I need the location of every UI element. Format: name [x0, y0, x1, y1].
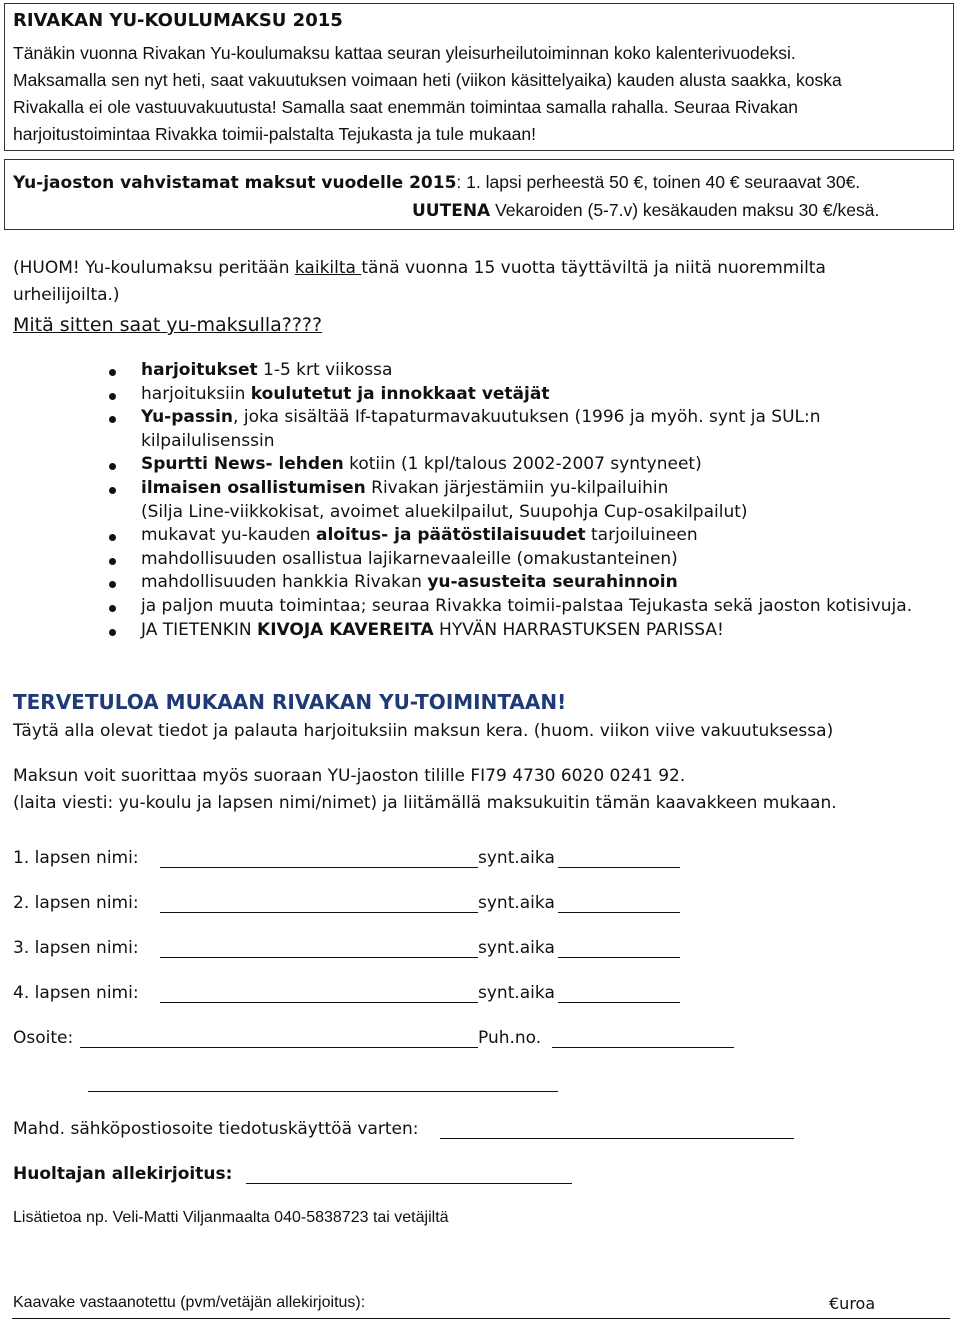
welcome-heading: TERVETULOA MUKAAN RIVAKAN YU-TOIMINTAAN!: [13, 690, 567, 714]
child-4-name-field[interactable]: [160, 1002, 478, 1003]
address-label: Osoite:: [13, 1028, 74, 1048]
child-2-dob-label: synt.aika: [478, 893, 555, 913]
phone-field[interactable]: [552, 1047, 734, 1048]
page-title: RIVAKAN YU-KOULUMAKSU 2015: [13, 10, 343, 31]
child-2-label: 2. lapsen nimi:: [13, 893, 139, 913]
address-field[interactable]: [80, 1047, 478, 1048]
child-1-dob-field[interactable]: [558, 867, 680, 868]
received-label: Kaavake vastaanotettu (pvm/vetäjän allekirjoitus):: [13, 1294, 366, 1311]
fees-text: : 1. lapsi perheestä 50 €, toinen 40 € seuraavat 30€.: [456, 172, 861, 192]
benefit-item-continuation: (Silja Line-viikkokisat, avoimet aluekilpailut, Suupohja Cup-osakilpailut): [141, 501, 748, 522]
benefit-item: [141, 478, 668, 498]
child-2-dob-field[interactable]: [558, 912, 680, 913]
fees-new-line: [412, 200, 879, 221]
child-3-name-field[interactable]: [160, 957, 478, 958]
benefit-text: Yu-passin: [141, 407, 234, 428]
note-line-2: urheilijoilta.): [13, 285, 120, 305]
benefit-text: kotiin (1 kpl/talous 2002-2007 syntyneet): [343, 454, 702, 475]
benefit-text: yu-asusteita seurahinnoin: [427, 572, 678, 593]
benefit-text: mahdollisuuden hankkia Rivakan: [141, 572, 428, 593]
signature-label: Huoltajan allekirjoitus:: [13, 1164, 233, 1184]
benefit-text: Spurtti News- lehden: [141, 454, 344, 475]
benefit-item: [141, 596, 912, 616]
fees-new-text: Vekaroiden (5-7.v) kesäkauden maksu 30 €/kesä.: [490, 200, 880, 220]
address-field-line-2[interactable]: [88, 1091, 558, 1092]
benefit-text: mahdollisuuden osallistua lajikarnevaaleille (omakustanteinen): [141, 548, 678, 569]
benefit-text: aloitus- ja päätöstilaisuudet: [315, 525, 586, 546]
benefit-item: [141, 525, 698, 545]
benefit-text: ilmaisen osallistumisen: [141, 478, 366, 498]
child-2-name-field[interactable]: [160, 912, 478, 913]
intro-line-4: harjoitustoimintaa Rivakka toimii-palstalta Tejukasta ja tule mukaan!: [13, 124, 536, 144]
bullet-icon: [109, 369, 116, 376]
payment-line-2: (laita viesti: yu-koulu ja lapsen nimi/nimet) ja liitämällä maksukuitin tämän kaavakkeen mukaan.: [13, 793, 837, 813]
contact-info: Lisätietoa np. Veli-Matti Viljanmaalta 040-5838723 tai vetäjiltä: [13, 1209, 449, 1226]
benefit-text: HYVÄN HARRASTUKSEN PARISSA!: [433, 619, 724, 640]
benefit-item: [141, 407, 821, 427]
bullet-icon: [109, 605, 116, 612]
instructions: Täytä alla olevat tiedot ja palauta harjoituksiin maksun kera. (huom. viikon viive vakuutuksessa): [13, 721, 834, 741]
benefit-text: koulutetut ja innokkaat vetäjät: [250, 383, 550, 404]
intro-line-3: Rivakalla ei ole vastuuvakuutusta! Samalla saat enemmän toimintaa samalla rahalla. Seuraa Rivakan: [13, 97, 798, 117]
benefit-item: [141, 620, 724, 640]
signature-field[interactable]: [246, 1183, 572, 1184]
fees-new-label: UUTENA: [412, 201, 491, 221]
benefit-item-continuation: kilpailulisenssin: [141, 430, 275, 451]
benefit-text: JA TIETENKIN: [141, 619, 258, 640]
bullet-icon: [109, 558, 116, 565]
child-4-dob-label: synt.aika: [478, 983, 555, 1003]
note-line-1: [13, 258, 826, 278]
benefit-text: mukavat yu-kauden: [141, 525, 316, 546]
euro-label: €uroa: [829, 1294, 876, 1313]
email-field[interactable]: [440, 1138, 794, 1139]
child-4-label: 4. lapsen nimi:: [13, 983, 139, 1003]
benefit-item: [141, 384, 549, 404]
note-text-a: (HUOM! Yu-koulumaksu peritään: [13, 258, 295, 278]
note-text-underlined: kaikilta: [294, 258, 362, 278]
child-3-dob-label: synt.aika: [478, 938, 555, 958]
benefit-text: harjoituksiin: [141, 383, 251, 404]
intro-line-1: Tänäkin vuonna Rivakan Yu-koulumaksu kattaa seuran yleisurheilutoiminnan koko kalenterivuodeksi.: [13, 43, 796, 63]
child-1-name-field[interactable]: [160, 867, 478, 868]
child-3-label: 3. lapsen nimi:: [13, 938, 139, 958]
child-3-dob-field[interactable]: [558, 957, 680, 958]
intro-line-2: Maksamalla sen nyt heti, saat vakuutuksen voimaan heti (viikon käsittelyaika) kauden alusta saakka, koska: [13, 70, 842, 90]
benefit-text: 1-5 krt viikossa: [257, 360, 393, 380]
child-4-dob-field[interactable]: [558, 1002, 680, 1003]
email-label: Mahd. sähköpostiosoite tiedotuskäyttöä varten:: [13, 1119, 419, 1139]
bullet-icon: [109, 629, 116, 636]
benefit-text: ja paljon muuta toimintaa; seuraa Rivakka toimii-palstaa Tejukasta sekä jaoston kotisivuja.: [141, 596, 913, 616]
benefit-text: Rivakan järjestämiin yu-kilpailuihin: [365, 478, 669, 498]
bullet-icon: [109, 416, 116, 423]
fees-label: Yu-jaoston vahvistamat maksut vuodelle 2015: [13, 173, 457, 193]
bullet-icon: [109, 534, 116, 541]
benefits-question: Mitä sitten saat yu-maksulla????: [13, 314, 323, 336]
bullet-icon: [109, 463, 116, 470]
bullet-icon: [109, 581, 116, 588]
child-1-dob-label: synt.aika: [478, 848, 555, 868]
received-line: [12, 1318, 950, 1319]
fees-line: [13, 172, 860, 193]
benefit-item: [141, 549, 678, 569]
benefit-item: [141, 572, 678, 592]
bullet-icon: [109, 487, 116, 494]
benefit-text: tarjoiluineen: [585, 525, 698, 546]
phone-label: Puh.no.: [478, 1028, 542, 1048]
note-text-b: tänä vuonna 15 vuotta täyttäviltä ja niitä nuoremmilta: [361, 258, 826, 278]
benefit-text: , joka sisältää If-tapaturmavakuutuksen (1996 ja myöh. synt ja SUL:n: [233, 407, 821, 428]
benefit-text: KIVOJA KAVEREITA: [257, 619, 434, 640]
benefit-item: [141, 454, 702, 474]
benefit-text: harjoitukset: [141, 360, 258, 380]
bullet-icon: [109, 393, 116, 400]
benefit-item: [141, 360, 392, 380]
payment-line-1: Maksun voit suorittaa myös suoraan YU-jaoston tilille FI79 4730 6020 0241 92.: [13, 766, 686, 786]
child-1-label: 1. lapsen nimi:: [13, 848, 139, 868]
